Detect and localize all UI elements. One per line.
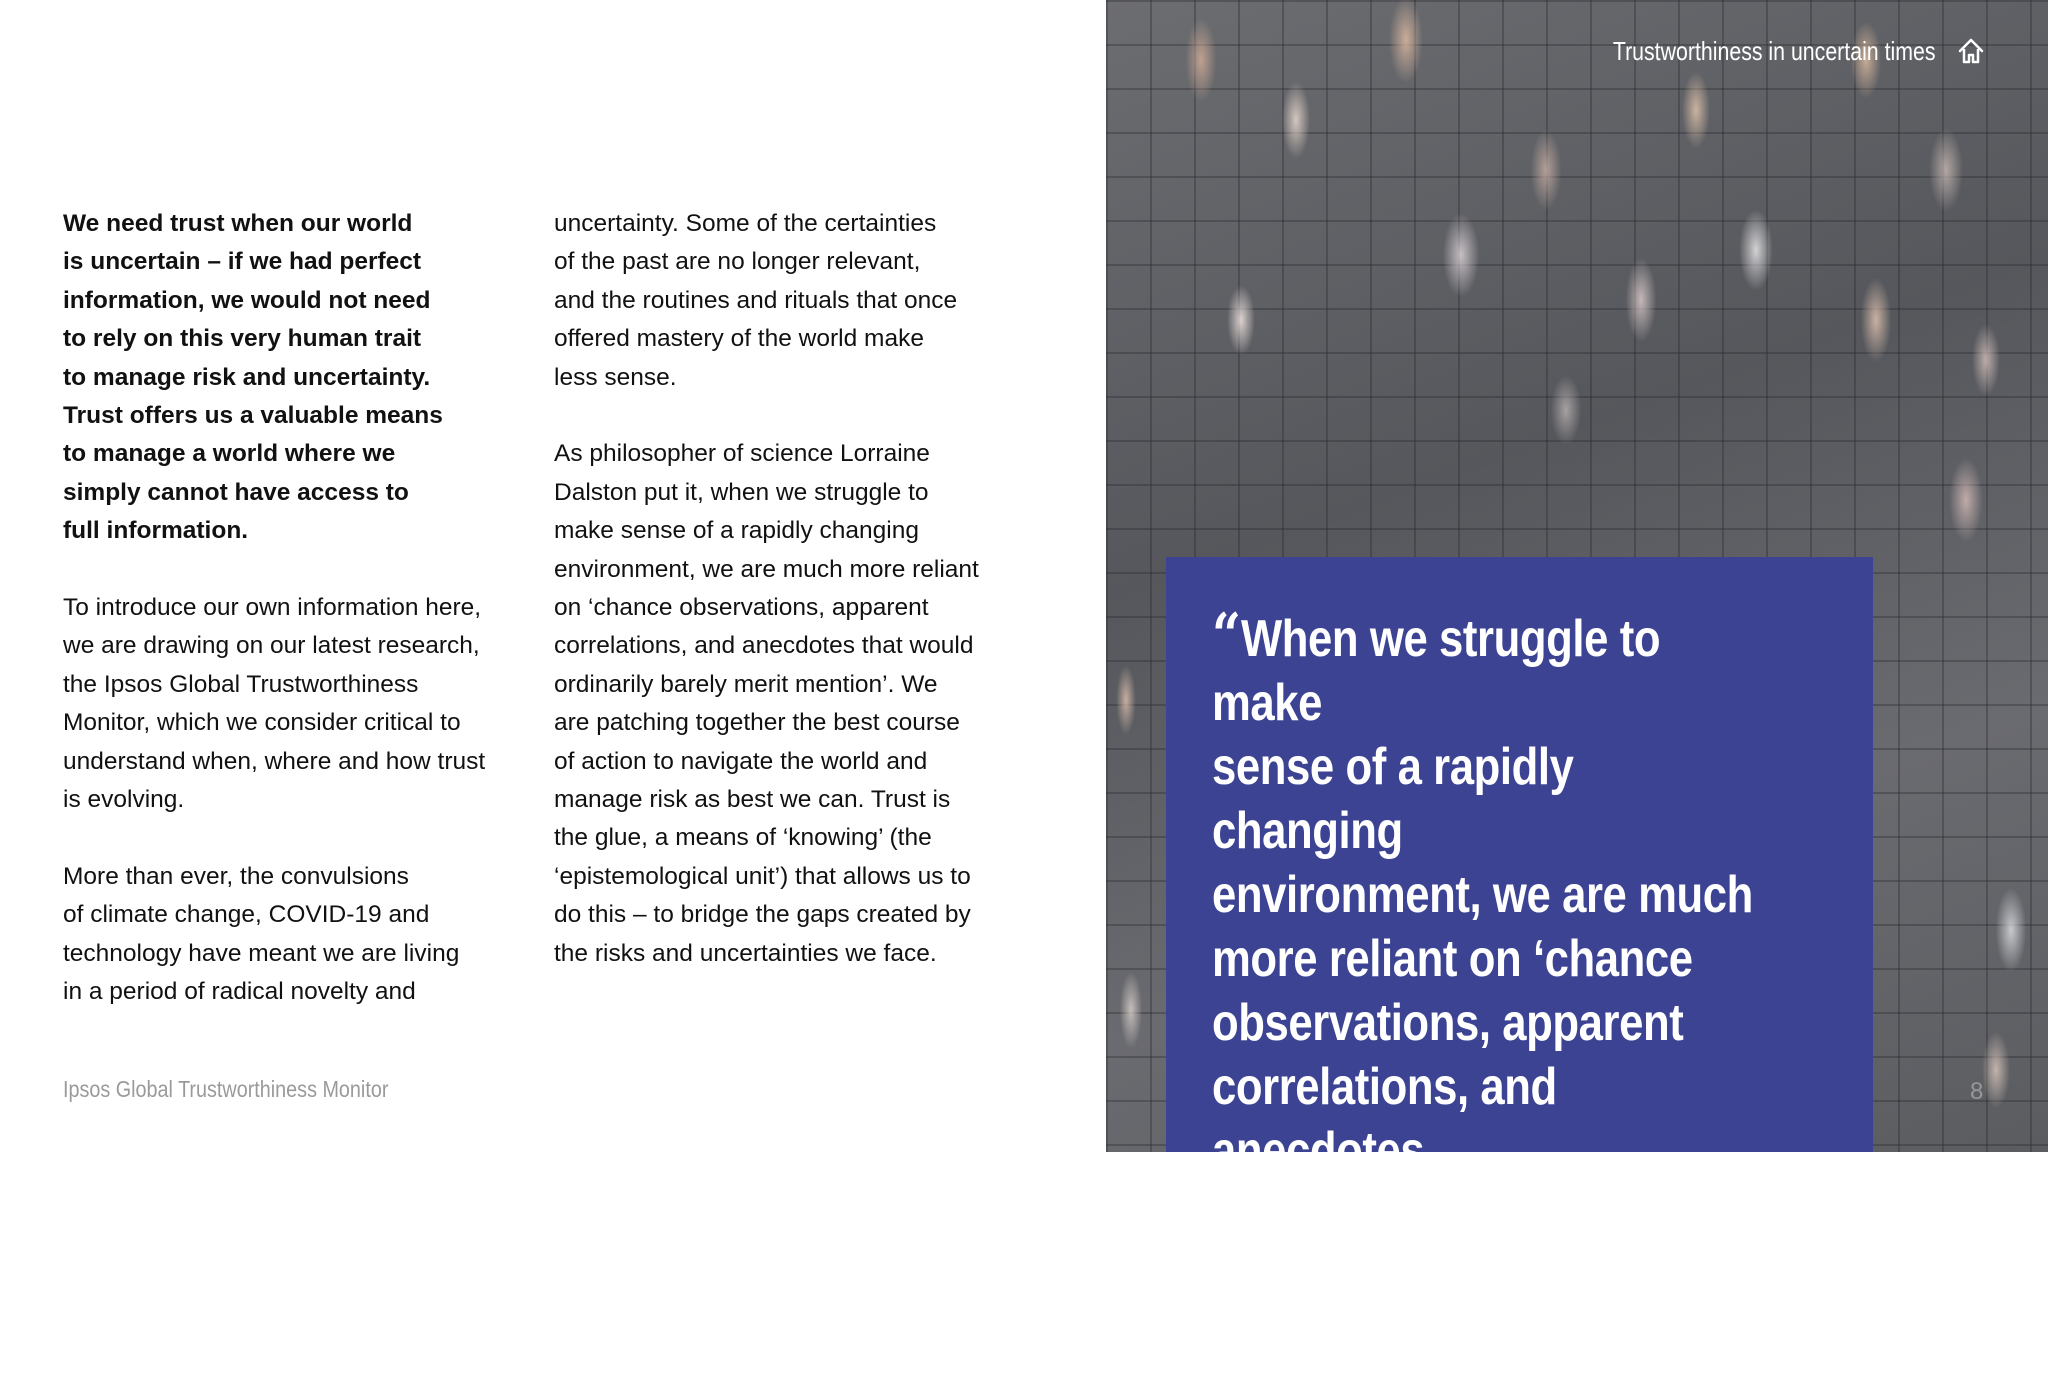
pull-quote-text: When we struggle to make sense of a rapidly changing environment, we are much more reliant on ‘chance observations, apparent correlations, and anecdotes that would ordinarily barely merit mention’ [1212,610,1753,1375]
text-panel [0,0,1106,1152]
close-quote-mark: ” [1510,1308,1533,1378]
research-paragraph: To introduce our own information here, we are drawing on our latest research, the Ipsos Global Trustworthiness Monitor, which we consider critical to understand when, where and how trust is evolving. [63,594,486,814]
convulsions-paragraph: More than ever, the convulsions of climate change, COVID-19 and technology have meant we are living in a period of radical novelty and [63,862,460,1006]
open-quote-mark: “ [1212,601,1235,671]
text-column-left [63,205,533,1050]
text-column-right [554,205,1024,1012]
footer-title: Ipsos Global Trustworthiness Monitor [63,1076,389,1102]
uncertainty-paragraph: uncertainty. Some of the certainties of the past are no longer relevant, and the routines and rituals that once offered mastery of the world make less sense. [554,210,958,391]
philosopher-paragraph: As philosopher of science Lorraine Dalston put it, when we struggle to make sense of a rapidly changing environment, we are much more reliant on ‘chance observations, apparent correlations, and anecdotes that would ordinarily barely merit mention’. We are patching together the best course of action to navigate the world and manage risk as best we can. Trust is the glue, a means of ‘knowing’ (the ‘epistemological unit’) that allows us to do this – to bridge the gaps created by the risks and uncertainties we face. [554,440,979,967]
intro-paragraph: We need trust when our world is uncertain – if we had perfect information, we would not need to rely on this very human trait to manage risk and uncertainty. Trust offers us a valuable means to manage a world where we simply cannot have access to full information. [63,210,443,545]
page-number: 8 [1970,1078,1984,1105]
pull-quote [1212,601,1758,1378]
home-icon[interactable] [1956,36,1986,66]
header-title: Trustworthiness in uncertain times [1613,36,1936,66]
